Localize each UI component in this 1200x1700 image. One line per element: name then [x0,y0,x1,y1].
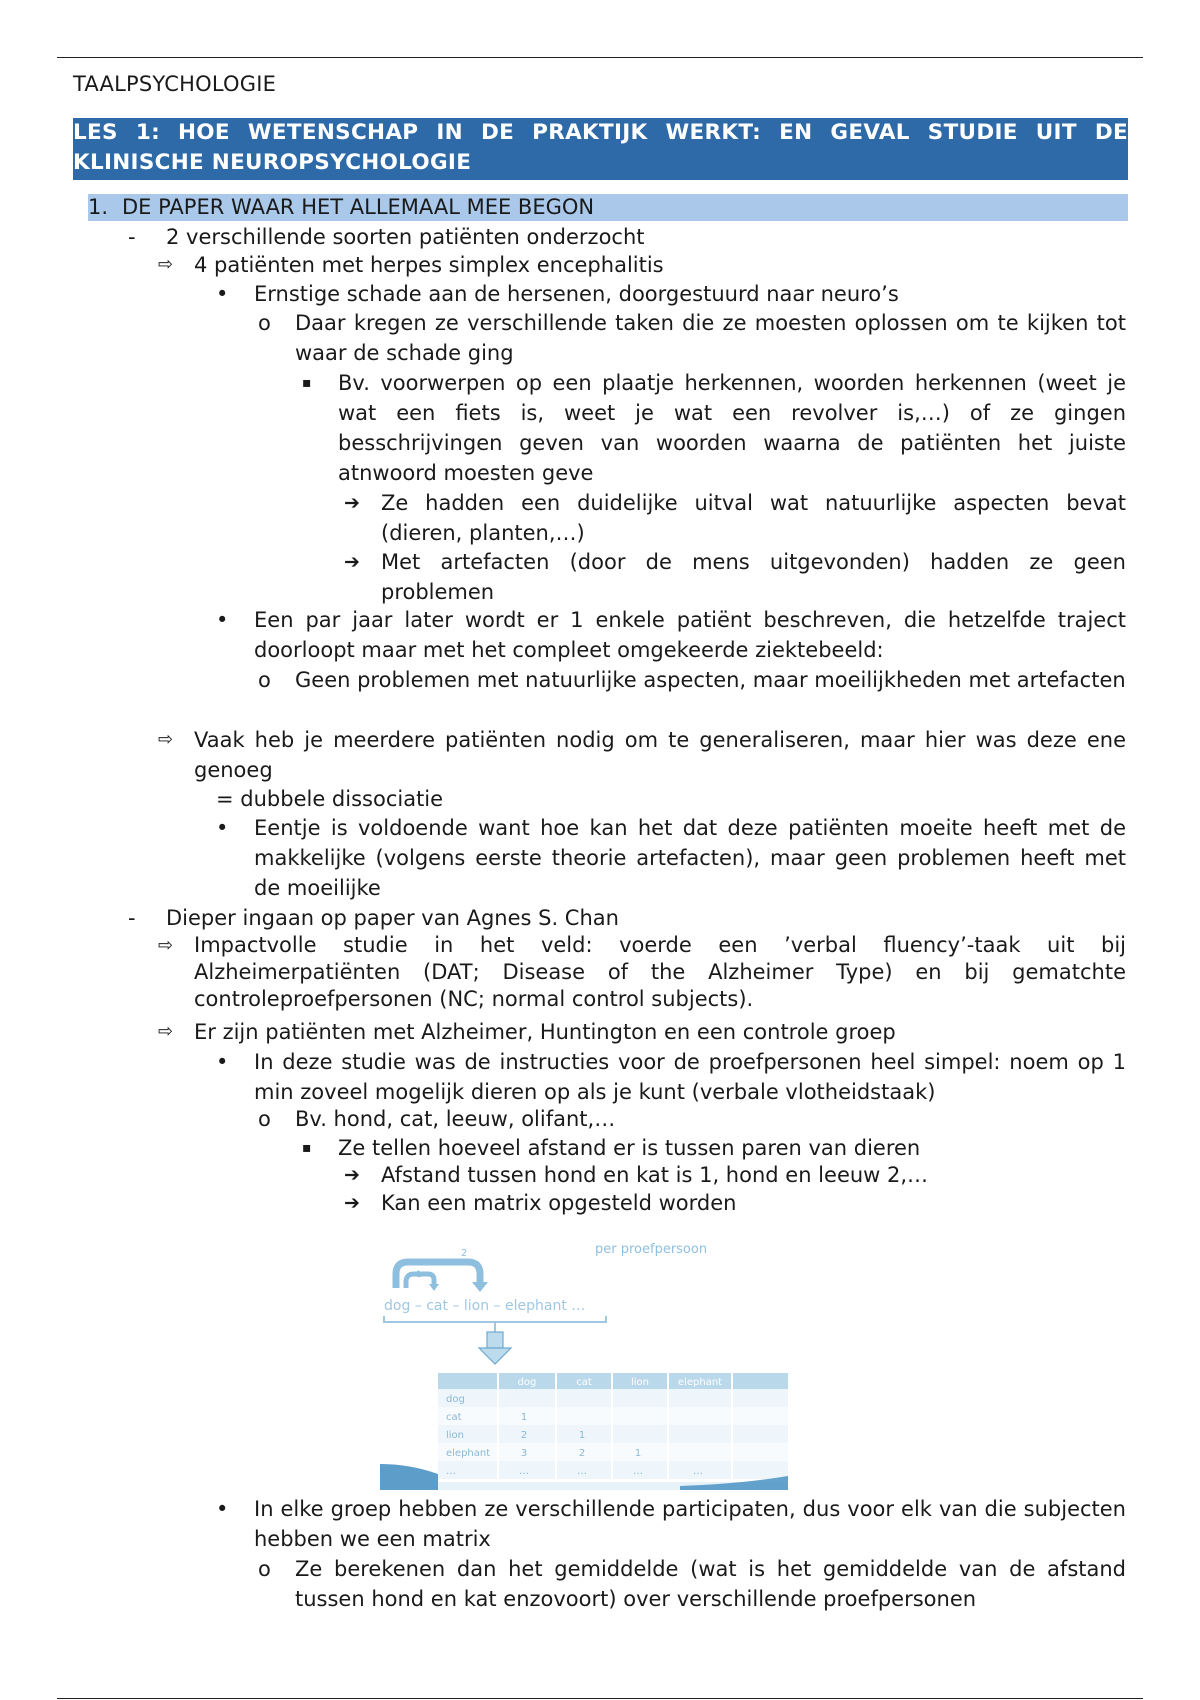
section-title: DE PAPER WAAR HET ALLEMAAL MEE BEGON [122,195,595,219]
bottom-rule [57,1698,1143,1699]
matrix-cell: 2 [578,1448,586,1459]
section-number: 1. [88,195,109,219]
bullet-marker: • [216,1050,229,1074]
matrix-row-label: dog [446,1394,465,1405]
circle-marker: o [258,668,271,692]
inner-arc-arrow [406,1274,434,1288]
bullet-marker: • [216,1497,229,1521]
square-marker: ▪ [302,1140,312,1156]
matrix-cell: 3 [520,1448,528,1459]
matrix-cell: … [633,1466,643,1477]
arrow-outline-icon: ⇨ [158,729,174,750]
circle-marker: o [258,1107,271,1131]
matrix-cell: … [519,1466,529,1477]
sequence-bracket [384,1316,606,1322]
top-rule [57,57,1143,58]
matrix-row-label: elephant [446,1448,491,1459]
matrix-header-cell: cat [576,1377,592,1388]
dash-marker: - [128,906,136,930]
arrow-outline-icon: ⇨ [158,1021,174,1042]
page-header: TAALPSYCHOLOGIE [73,72,277,96]
arrow-bold-icon: ➔ [344,1164,360,1186]
outer-distance-label: 2 [461,1248,468,1259]
lesson-title: LES 1: HOE WETENSCHAP IN DE PRAKTIJK WERKT: EN GEVAL STUDIE UIT DE KLINISCHE NEUROPSYCHOLOGIE [73,118,1128,180]
square-marker: ▪ [302,375,312,391]
animal-sequence: dog – cat – lion – elephant … [384,1298,586,1314]
dash-marker: - [128,225,136,249]
down-arrow-body [487,1332,503,1348]
bullet-marker: • [216,282,229,306]
outer-arc-arrowhead [472,1282,488,1292]
matrix-row-label: lion [446,1430,465,1441]
inner-distance-label: 1 [416,1270,422,1280]
section-heading [88,194,1128,221]
arrow-bold-icon: ➔ [344,1192,360,1214]
matrix-row-label: cat [446,1412,462,1423]
bullet-marker: • [216,816,229,840]
matrix-cell: 1 [634,1448,642,1459]
down-arrow-icon [479,1348,511,1364]
matrix-cell: 2 [520,1430,528,1441]
arrow-bold-icon: ➔ [344,551,360,573]
bullet-marker: • [216,608,229,632]
inner-arc-arrowhead [429,1284,439,1291]
circle-marker: o [258,311,271,335]
matrix-row-label: … [446,1466,456,1477]
matrix-cell: … [693,1466,703,1477]
arrow-outline-icon: ⇨ [158,935,174,956]
matrix-header-cell: dog [517,1377,537,1388]
arrow-bold-icon: ➔ [344,492,360,514]
matrix-header-cell: lion [630,1377,650,1388]
arrow-outline-icon: ⇨ [158,254,174,275]
matrix-cell: 1 [578,1430,586,1441]
circle-marker: o [258,1557,271,1581]
figure-caption: per proefpersoon [595,1242,708,1257]
matrix-header-cell: elephant [677,1377,723,1388]
matrix-cell: 1 [520,1412,528,1423]
distance-matrix-figure [380,1238,800,1490]
matrix-cell: … [577,1466,587,1477]
decorative-swoosh [380,1464,438,1490]
